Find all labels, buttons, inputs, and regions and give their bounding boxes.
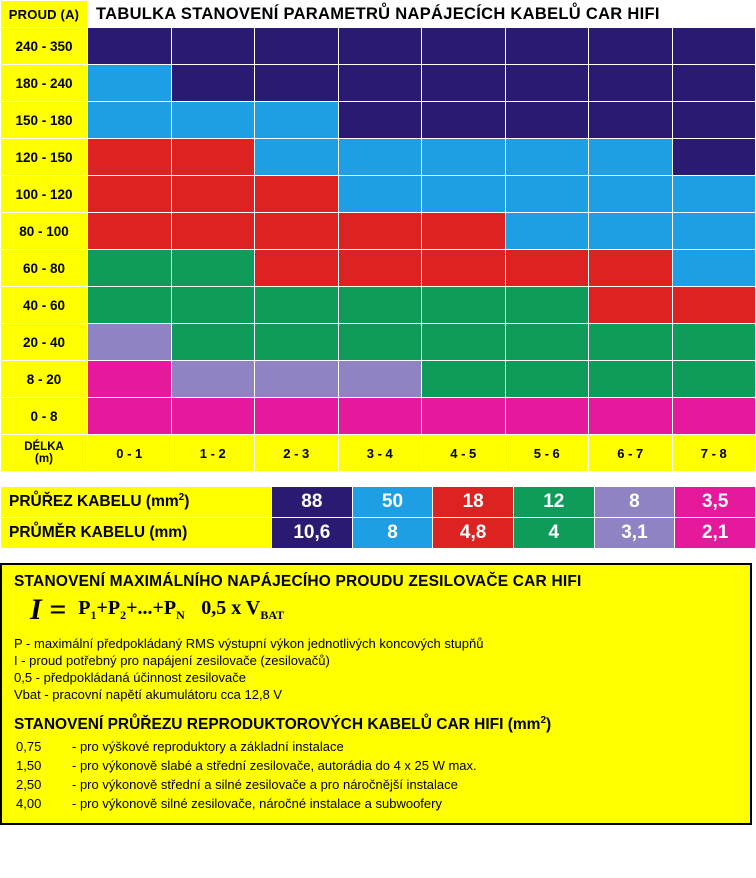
- matrix-cell: [171, 139, 255, 176]
- speaker-section-title: STANOVENÍ PRŮŘEZU REPRODUKTOROVÝCH KABELŮ CAR HIFI $(mm^2)$: [14, 715, 552, 734]
- matrix-cell: [505, 65, 589, 102]
- matrix-cell: [171, 324, 255, 361]
- matrix-cell: [338, 139, 422, 176]
- spec-value: 50: [352, 487, 433, 518]
- matrix-cell: [505, 176, 589, 213]
- matrix-column-label: 0 - 1: [88, 435, 172, 472]
- matrix-cell: [505, 213, 589, 250]
- speaker-cable-description: - pro výkonově slabé a střední zesilovače, autorádia do 4 x 25 W max.: [72, 758, 477, 774]
- matrix-cell: [505, 398, 589, 435]
- matrix-cell: [589, 398, 673, 435]
- matrix-cell: [505, 324, 589, 361]
- matrix-row: [1, 250, 756, 287]
- matrix-cell: [422, 65, 506, 102]
- matrix-column-label: 7 - 8: [672, 435, 756, 472]
- speaker-cable-size: 4,00: [16, 796, 42, 812]
- matrix-cell: [88, 176, 172, 213]
- matrix-cell: [255, 250, 339, 287]
- matrix-cell: [422, 102, 506, 139]
- matrix-cell: [255, 324, 339, 361]
- matrix-cell: [171, 398, 255, 435]
- matrix-cell: [505, 139, 589, 176]
- matrix-cell: [505, 361, 589, 398]
- matrix-column-label: 1 - 2: [171, 435, 255, 472]
- matrix-cell: [672, 102, 756, 139]
- matrix-cell: [88, 139, 172, 176]
- matrix-cell: [505, 287, 589, 324]
- matrix-cell: [338, 102, 422, 139]
- matrix-cell: [505, 250, 589, 287]
- spec-value: 18: [433, 487, 514, 518]
- panel-title: STANOVENÍ MAXIMÁLNÍHO NAPÁJECÍHO PROUDU ZESILOVAČE CAR HIFI: [14, 573, 582, 590]
- matrix-cell: [255, 65, 339, 102]
- matrix-row: [1, 361, 756, 398]
- current-header-label: PROUD (A): [1, 1, 88, 28]
- spacer-1: [0, 472, 756, 486]
- matrix-cell: [672, 65, 756, 102]
- matrix-cell: [589, 361, 673, 398]
- speaker-cable-row: [14, 737, 477, 756]
- matrix-cell: [672, 324, 756, 361]
- spec-row-label: PRŮŘEZ KABELU $(mm^2)$: [1, 487, 272, 518]
- matrix-row-label: 80 - 100: [1, 213, 88, 250]
- matrix-cell: [171, 176, 255, 213]
- matrix-row-label: 20 - 40: [1, 324, 88, 361]
- matrix-column-label: 6 - 7: [589, 435, 673, 472]
- table-title: TABULKA STANOVENÍ PARAMETRŮ NAPÁJECÍCH KABELŮ CAR HIFI: [88, 1, 756, 28]
- matrix-column-label: 2 - 3: [255, 435, 339, 472]
- matrix-cell: [422, 324, 506, 361]
- speaker-cable-row: [14, 775, 477, 794]
- spec-row: [1, 518, 756, 549]
- matrix-cell: [589, 176, 673, 213]
- formula-legend: [14, 635, 738, 703]
- matrix-cell: [672, 250, 756, 287]
- matrix-row-label: 150 - 180: [1, 102, 88, 139]
- matrix-cell: [255, 139, 339, 176]
- matrix-cell: [589, 287, 673, 324]
- spec-value: 4: [513, 518, 594, 549]
- matrix-cell: [171, 287, 255, 324]
- matrix-cell: [171, 28, 255, 65]
- formula-fraction: [72, 598, 290, 622]
- matrix-cell: [338, 65, 422, 102]
- matrix-cell: [589, 102, 673, 139]
- speaker-cable-description: - pro výkonově střední a silné zesilovače a pro náročnější instalace: [72, 777, 458, 793]
- matrix-row-label: 100 - 120: [1, 176, 88, 213]
- matrix-cell: [422, 287, 506, 324]
- matrix-column-label: 5 - 6: [505, 435, 589, 472]
- current-formula: [30, 593, 738, 627]
- matrix-cell: [589, 65, 673, 102]
- matrix-cell: [171, 250, 255, 287]
- matrix-cell: [171, 213, 255, 250]
- matrix-row-label: 180 - 240: [1, 65, 88, 102]
- matrix-row: [1, 398, 756, 435]
- matrix-column-label: 4 - 5: [422, 435, 506, 472]
- matrix-row-label: 120 - 150: [1, 139, 88, 176]
- matrix-row-label: 0 - 8: [1, 398, 88, 435]
- matrix-row: [1, 139, 756, 176]
- matrix-cell: [171, 102, 255, 139]
- matrix-cell: [672, 361, 756, 398]
- matrix-cell: [589, 139, 673, 176]
- formula-lhs: I =: [30, 593, 67, 626]
- matrix-cell: [255, 213, 339, 250]
- speaker-cable-list: [14, 737, 477, 813]
- matrix-cell: [88, 287, 172, 324]
- spec-row: [1, 487, 756, 518]
- legend-line: Vbat - pracovní napětí akumulátoru cca 12,8 V: [14, 687, 283, 702]
- matrix-cell: [88, 361, 172, 398]
- matrix-cell: [422, 213, 506, 250]
- matrix-row: [1, 102, 756, 139]
- matrix-cell: [88, 102, 172, 139]
- matrix-cell: [672, 287, 756, 324]
- matrix-cell: [505, 102, 589, 139]
- matrix-cell: [672, 176, 756, 213]
- speaker-cable-size: 2,50: [16, 777, 42, 793]
- spec-value: 8: [594, 487, 675, 518]
- matrix-cell: [338, 398, 422, 435]
- matrix-cell: [505, 28, 589, 65]
- matrix-cell: [338, 250, 422, 287]
- matrix-cell: [338, 287, 422, 324]
- matrix-cell: [422, 250, 506, 287]
- matrix-cell: [338, 28, 422, 65]
- spec-value: 4,8: [433, 518, 514, 549]
- matrix-cell: [88, 324, 172, 361]
- speaker-cable-description: - pro výkonově silné zesilovače, náročné instalace a subwoofery: [72, 796, 442, 812]
- spec-value: 3,5: [675, 487, 756, 518]
- legend-line: 0,5 - předpokládaná účinnost zesilovače: [14, 670, 246, 685]
- spec-value: 12: [513, 487, 594, 518]
- matrix-cell: [255, 287, 339, 324]
- formula-numerator: $P_1+P_2+...+P_N$: [78, 597, 185, 623]
- matrix-footer-row: [1, 435, 756, 472]
- matrix-cell: [422, 139, 506, 176]
- spec-value: 8: [352, 518, 433, 549]
- formula-denominator: 0,5 x $V_{BAT}$: [201, 597, 285, 623]
- spec-value: 10,6: [272, 518, 353, 549]
- matrix-cell: [255, 398, 339, 435]
- matrix-header-row: [1, 1, 756, 28]
- matrix-cell: [672, 213, 756, 250]
- matrix-cell: [589, 250, 673, 287]
- matrix-cell: [88, 28, 172, 65]
- matrix-cell: [88, 213, 172, 250]
- legend-line: P - maximální předpokládaný RMS výstupní výkon jednotlivých koncových stupňů: [14, 636, 484, 651]
- matrix-cell: [171, 361, 255, 398]
- matrix-cell: [672, 398, 756, 435]
- speaker-cable-size: 0,75: [16, 739, 42, 755]
- matrix-cell: [672, 28, 756, 65]
- matrix-row: [1, 324, 756, 361]
- matrix-row: [1, 28, 756, 65]
- matrix-cell: [255, 176, 339, 213]
- matrix-cell: [338, 361, 422, 398]
- matrix-cell: [422, 28, 506, 65]
- speaker-cable-description: - pro výškové reproduktory a základní instalace: [72, 739, 344, 755]
- matrix-cell: [88, 65, 172, 102]
- spec-value: 3,1: [594, 518, 675, 549]
- matrix-cell: [171, 65, 255, 102]
- speaker-cable-size: 1,50: [16, 758, 42, 774]
- spec-row-label: PRŮMĚR KABELU (mm): [1, 518, 272, 549]
- matrix-cell: [255, 361, 339, 398]
- spec-value: 88: [272, 487, 353, 518]
- speaker-cable-row: [14, 756, 477, 775]
- speaker-cable-row: [14, 794, 477, 813]
- matrix-cell: [589, 213, 673, 250]
- matrix-cell: [589, 28, 673, 65]
- matrix-cell: [338, 324, 422, 361]
- matrix-cell: [422, 176, 506, 213]
- matrix-cell: [338, 176, 422, 213]
- matrix-row: [1, 65, 756, 102]
- matrix-cell: [422, 361, 506, 398]
- matrix-column-label: 3 - 4: [338, 435, 422, 472]
- legend-line: I - proud potřebný pro napájení zesilovače (zesilovačů): [14, 653, 330, 668]
- matrix-cell: [589, 324, 673, 361]
- matrix-cell: [338, 213, 422, 250]
- matrix-row: [1, 213, 756, 250]
- matrix-cell: [88, 398, 172, 435]
- length-axis-label: DÉLKA (m): [1, 435, 88, 472]
- matrix-cell: [255, 102, 339, 139]
- matrix-cell: [422, 398, 506, 435]
- spec-value: 2,1: [675, 518, 756, 549]
- matrix-cell: [88, 250, 172, 287]
- matrix-row: [1, 176, 756, 213]
- matrix-row-label: 40 - 60: [1, 287, 88, 324]
- matrix-row-label: 60 - 80: [1, 250, 88, 287]
- matrix-cell: [255, 28, 339, 65]
- info-panel: [0, 563, 752, 825]
- matrix-row: [1, 287, 756, 324]
- matrix-row-label: 240 - 350: [1, 28, 88, 65]
- cable-spec-table: [0, 486, 756, 549]
- matrix-cell: [672, 139, 756, 176]
- matrix-row-label: 8 - 20: [1, 361, 88, 398]
